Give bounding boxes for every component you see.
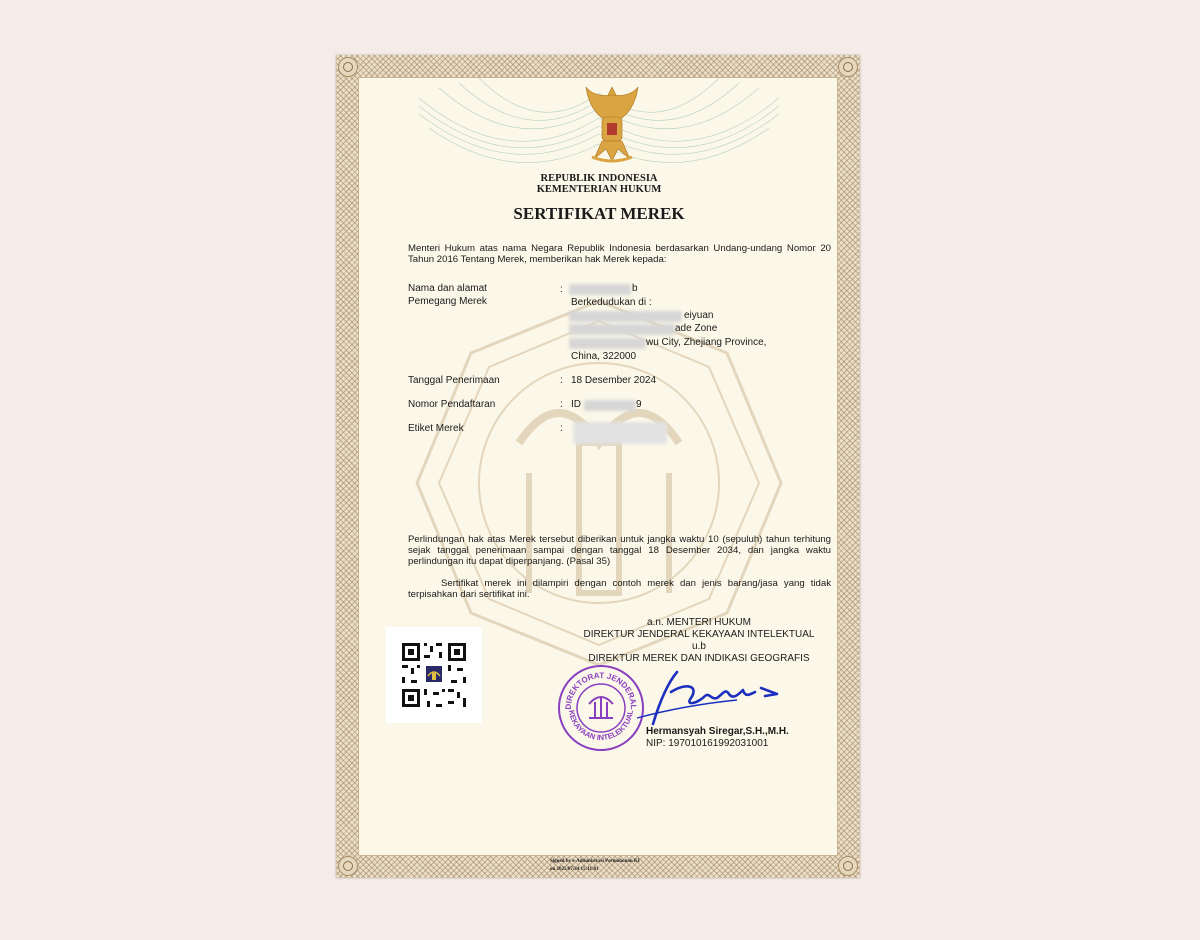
address-line2-tail: ade Zone	[675, 323, 718, 334]
corner-ornament-icon	[338, 57, 358, 77]
attachment-paragraph: Sertifikat merek ini dilampiri dengan contoh merek dan jenis barang/jasa yang tidak terpisahkan dari sertifikat ini.	[408, 578, 831, 600]
certificate-body	[358, 77, 838, 856]
address-line1-tail: eiyuan	[684, 310, 714, 321]
stamp-top-text: DIREKTORAT JENDERAL	[563, 670, 639, 710]
registration-label: Nomor Pendaftaran	[408, 399, 496, 410]
redacted-trademark-label	[573, 422, 667, 444]
redacted-address-2	[569, 324, 675, 335]
signature-dirjen: DIREKTUR JENDERAL KEKAYAAN INTELEKTUAL	[583, 629, 815, 640]
signature-an: a.n. MENTERI HUKUM	[647, 617, 751, 628]
corner-ornament-icon	[338, 856, 358, 876]
signatory-name: Hermansyah Siregar,S.H.,M.H.	[646, 726, 789, 737]
certificate-title: SERTIFIKAT MEREK	[513, 204, 685, 223]
footer-signed-on: on 2025/07/24 15:11:01	[550, 867, 599, 872]
qr-code-container	[386, 627, 482, 723]
address-line3-tail: wu City, Zhejiang Province,	[646, 337, 767, 348]
holder-label-line1: Nama dan alamat	[408, 283, 487, 294]
watermark-emblem-icon	[409, 293, 789, 673]
footer-signed-by: Signed by e-Administrasi Permohonan KI	[550, 859, 640, 864]
receipt-date-value: 18 Desember 2024	[571, 375, 657, 386]
qr-code-icon	[386, 627, 482, 723]
protection-paragraph: Perlindungan hak atas Merek tersebut diberikan untuk jangka waktu 10 (sepuluh) tahun terhitung sejak tanggal penerimaan sampai dengan tanggal 18 Desember 2034, dan jangka waktu perlindungan itu dapat diperpanjang. (Pasal 35)	[408, 534, 831, 567]
redacted-holder-name	[569, 284, 631, 295]
redacted-address-1	[569, 311, 682, 322]
signature-director: DIREKTUR MEREK DAN INDIKASI GEOGRAFIS	[588, 653, 810, 664]
registration-prefix: ID	[571, 399, 581, 410]
etiket-colon: :	[560, 423, 563, 434]
etiket-label: Etiket Merek	[408, 423, 464, 434]
registration-suffix: 9	[636, 399, 642, 410]
receipt-colon: :	[560, 375, 563, 386]
redacted-registration-number	[584, 400, 636, 411]
signature-ub: u.b	[692, 641, 706, 652]
domicile-label: Berkedudukan di :	[571, 297, 652, 308]
holder-label-line2: Pemegang Merek	[408, 296, 487, 307]
holder-colon: :	[560, 284, 563, 295]
garuda-emblem-icon	[584, 83, 640, 163]
stamp-bottom-text: KEKAYAAN INTELEKTUAL	[567, 709, 635, 743]
signatory-nip: NIP: 197010161992031001	[646, 738, 769, 749]
corner-ornament-icon	[838, 57, 858, 77]
redacted-address-3	[569, 338, 646, 349]
intro-paragraph: Menteri Hukum atas nama Negara Republik Indonesia berdasarkan Undang-undang Nomor 20 Tahun 2016 Tentang Merek, memberikan hak Merek kepada:	[408, 243, 831, 265]
registration-colon: :	[560, 399, 563, 410]
signature-icon	[627, 664, 797, 726]
certificate-page	[336, 55, 860, 878]
holder-name-tail: b	[632, 283, 638, 294]
corner-ornament-icon	[838, 856, 858, 876]
address-line4: China, 322000	[571, 351, 637, 362]
receipt-date-label: Tanggal Penerimaan	[408, 375, 500, 386]
republic-heading: REPUBLIK INDONESIA	[540, 173, 658, 184]
ministry-heading: KEMENTERIAN HUKUM	[536, 184, 662, 195]
